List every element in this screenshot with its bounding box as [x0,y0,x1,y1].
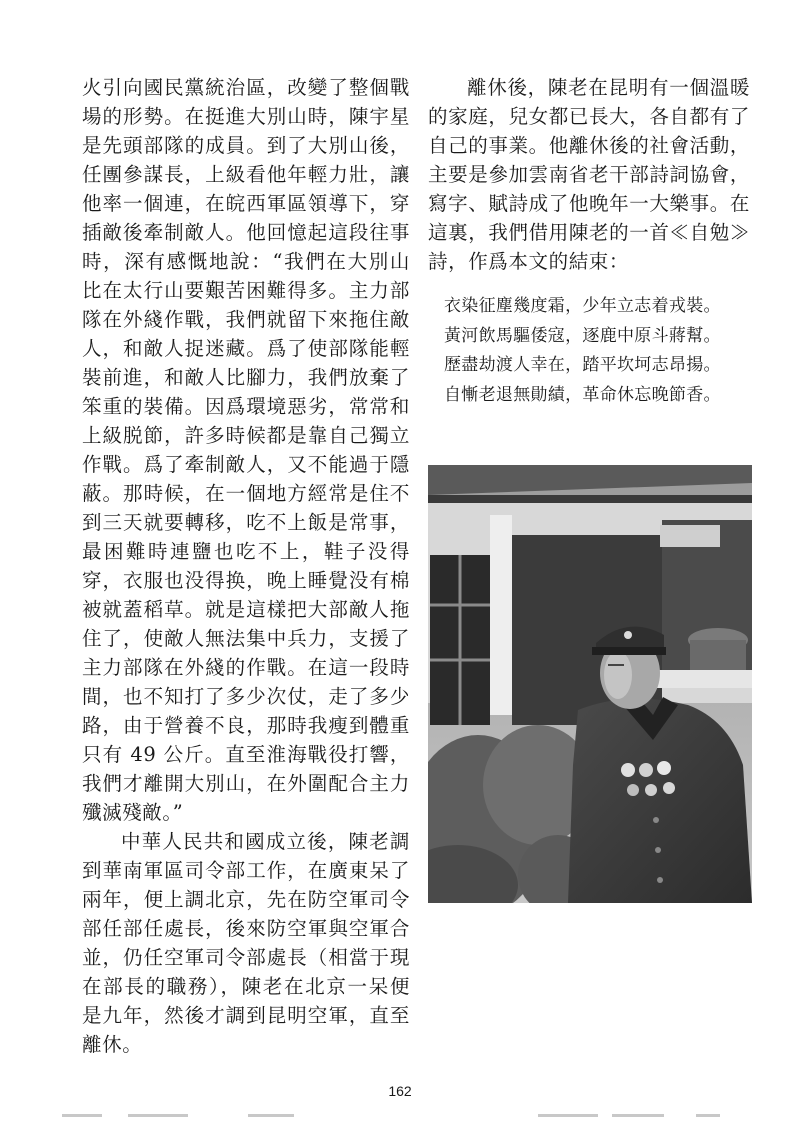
page-number: 162 [388,1083,412,1099]
portrait-photo [428,465,752,903]
poem [444,292,764,410]
right-column [428,73,750,276]
scan-artifacts [0,1108,800,1126]
left-paragraph-2: 中華人民共和國成立後，陳老調到華南軍區司令部工作，在廣東呆了兩年，便上調北京，先在防空軍司令部任部任處長，後來防空軍與空軍合並，仍任空軍司令部處長（相當于現在部長的職務），陳老在北京一呆便是九年，然後才調到昆明空軍，直至離休。 [82,830,410,1056]
portrait-photo-illustration [428,465,752,903]
left-column [82,73,410,1059]
poem-line: 黃河飲馬驅倭寇，逐鹿中原斗蔣幫。 [444,325,721,346]
left-paragraph-1: 火引向國民黨統治區，改變了整個戰場的形勢。在挺進大別山時，陳宇星是先頭部隊的成員。到了大別山後，任團參謀長，上級看他年輕力壯，讓他率一個連，在皖西軍區領導下，穿插敵後牽制敵人。他回憶起這段往事時，深有感慨地說：“我們在大別山比在太行山要艱苦困難得多。主力部隊在外綫作戰，我們就留下來拖住敵人，和敵人捉迷藏。爲了使部隊能輕裝前進，和敵人比腳力，我們放棄了笨重的裝備。因爲環境惡劣，常常和上級脱節，許多時候都是靠自己獨立作戰。爲了牽制敵人，又不能過于隱蔽。那時候，在一個地方經常是住不到三天就要轉移，吃不上飯是常事，最困難時連鹽也吃不上，鞋子没得穿，衣服也没得换，晚上睡覺没有棉被就蓋稻草。就是這樣把大部敵人拖住了，使敵人無法集中兵力，支援了主力部隊在外綫的作戰。在這一段時間，也不知打了多少次仗，走了多少路，由于營養不良，那時我瘦到體重只有 49 公斤。直至淮海戰役打響，我們才離開大別山，在外圍配合主力殲滅殘敵。” [82,76,410,824]
poem-line: 歷盡劫渡人幸在，踏平坎坷志昂揚。 [444,355,721,375]
poem-line: 自慚老退無勛績，革命休忘晚節香。 [444,384,721,405]
poem-line: 衣染征塵幾度霜，少年立志着戎裝。 [444,296,721,316]
right-paragraph-1: 離休後，陳老在昆明有一個溫暖的家庭，兒女都已長大，各自都有了自己的事業。他離休後的社會活動，主要是參加雲南省老干部詩詞協會，寫字、賦詩成了他晚年一大樂事。在這裏，我們借用陳老的一首≪自勉≫詩，作爲本文的結束： [428,76,750,273]
